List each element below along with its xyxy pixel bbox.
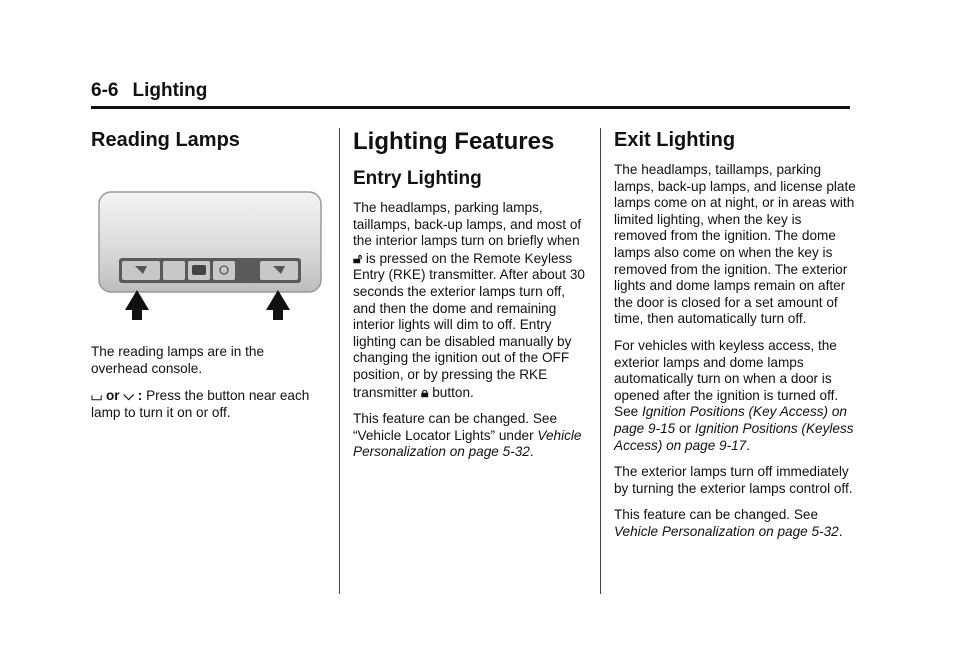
exit-lighting-body: The headlamps, taillamps, parking lamps, back-up lamps, and license plate lamps come on at night, or in areas with limited lighting, when the key is removed from the ignition. The dome lamps also come on when the key is removed from the ignition. The exterior lights and dome lamps remain on after the door is closed for a set amount of time, then automatically turn off. [614, 162, 856, 327]
header-rule [91, 106, 850, 109]
column-divider [600, 128, 601, 594]
reading-lamps-heading: Reading Lamps [91, 129, 240, 151]
entry-lighting-heading: Entry Lighting [353, 168, 482, 189]
page-header [91, 80, 851, 109]
exit-lighting-customize: This feature can be changed. See Vehicle Personalization on page 5-32. [614, 507, 843, 539]
exit-lighting-heading: Exit Lighting [614, 129, 736, 151]
exit-lighting-keyless: For vehicles with keyless access, the exterior lamps and dome lamps automatically turn on when a door is opened after the ignition is turned off. See Ignition Positions (Key Access) on page 9-15 or Ignition Positions (Keyless Access) on page 9-17. [614, 337, 854, 453]
vehicle-personalization-link-2[interactable]: Vehicle Personalization on page 5-32 [614, 523, 839, 539]
reading-lamp-left-icon: ⌴ [91, 387, 103, 404]
ignition-key-access-link[interactable]: Ignition Positions (Key Access) on page 9-15 [614, 404, 847, 436]
column-divider [339, 128, 340, 594]
column-exit-lighting [614, 128, 856, 550]
reading-lamp-left-button [122, 261, 160, 280]
overhead-console-illustration [91, 190, 323, 320]
chapter-title: Lighting [132, 80, 208, 101]
reading-lamp-right-icon: ⌵ [123, 387, 134, 404]
left-arrow-icon [125, 290, 149, 320]
entry-lighting-customize: This feature can be changed. See “Vehicle Locator Lights” under Vehicle Personalization on page 5-32. [353, 411, 582, 460]
entry-lighting-body: The headlamps, parking lamps, taillamps, back-up lamps, and most of the interior lamps turn on briefly when 🔓︎ is pressed on the Remote Keyless Entry (RKE) transmitter. After about 30 seconds the exterior lamps turn off, and then the dome and remaining interior lights will dim to off. Entry lighting can be disabled manually by changing the ignition out of the OFF position, or by pressing the RKE transmitter 🔒︎ button. [353, 200, 585, 400]
exit-lighting-off: The exterior lamps turn off immediately by turning the exterior lamps control off. [614, 464, 853, 496]
reading-lamp-right-button [260, 261, 298, 280]
lighting-features-heading: Lighting Features [353, 128, 555, 155]
vehicle-personalization-link[interactable]: Vehicle Personalization on page 5-32 [353, 427, 582, 460]
section-number: 6-6 [91, 80, 119, 101]
rke-lock-icon: 🔒︎ [421, 383, 429, 400]
reading-lamps-usage: ⌴ or ⌵ : Press the button near each lamp to turn it on or off. [91, 387, 310, 420]
rke-unlock-icon: 🔓︎ [353, 249, 363, 266]
ignition-keyless-access-link[interactable]: Ignition Positions (Keyless Access) on page 9-17 [614, 420, 854, 453]
column-reading-lamps [91, 128, 321, 431]
reading-lamps-location: The reading lamps are in the overhead console. [91, 344, 265, 376]
right-arrow-icon [266, 290, 290, 320]
column-lighting-features [353, 128, 588, 471]
